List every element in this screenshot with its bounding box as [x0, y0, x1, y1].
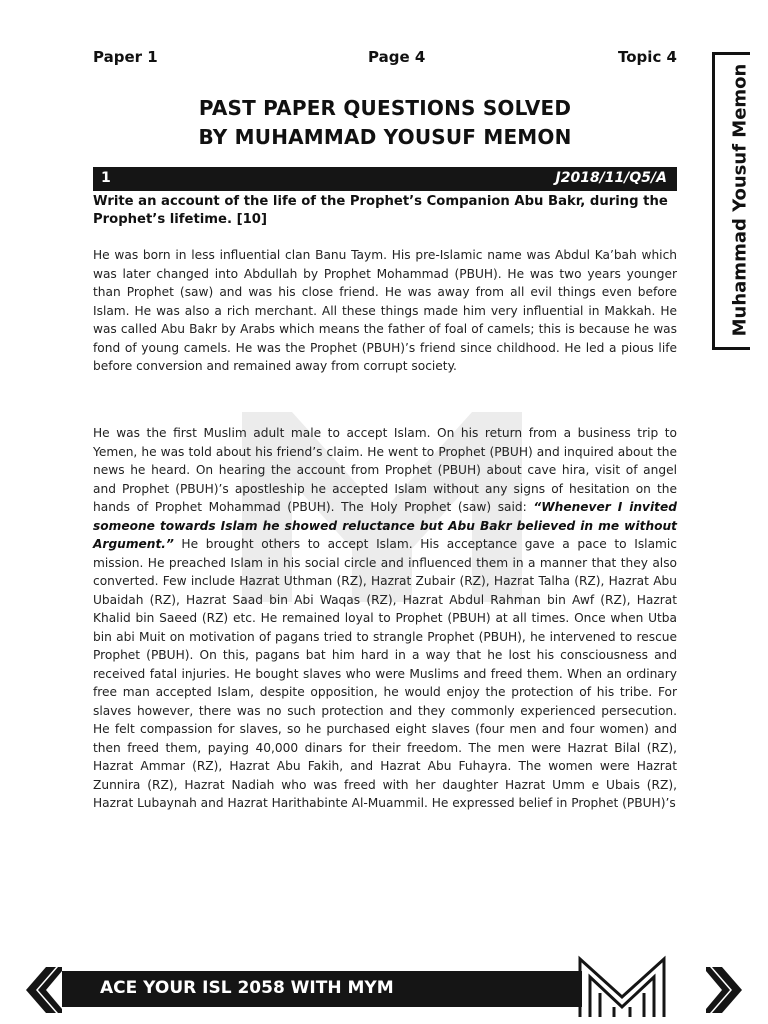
side-brand-text: Muhammad Yousuf Memon [729, 63, 751, 337]
title-line-1: PAST PAPER QUESTIONS SOLVED [198, 96, 572, 120]
paragraph-2-intro: He was the first Muslim adult male to accept Islam. On his return from a business trip to Yemen, he was told about his friend’s claim. He went to Prophet (PBUH) and inquired about the news he heard. On hearing the account from Prophet (PBUH) about cave hira, visit of angel and Prophet (PBUH)’s apostleship he accepted Islam without any signs of hesitation on the hands of Prophet Mohammad (PBUH). The Holy Prophet (saw) said: [93, 426, 677, 514]
question-header-bar [93, 167, 677, 191]
question-text: Write an account of the life of the Prophet’s Companion Abu Bakr, during the Prophet’s lifetime. [10] [93, 194, 668, 227]
title-line-2: BY MUHAMMAD YOUSUF MEMON [198, 125, 572, 149]
paragraph-2-body: He brought others to accept Islam. His acceptance gave a pace to Islamic mission. He preached Islam in his social circle and influenced them in a manner that they also converted. Few include Hazrat Uthman (RZ), Hazrat Zubair (RZ), Hazrat Talha (RZ), Hazrat Abu Ubaidah (RZ), Hazrat Saad bin Abi Waqas (RZ), Hazrat Abdul Rahman bin Awf (RZ), Hazrat Khalid bin Saeed (RZ) etc. He remained loyal to Prophet (PBUH) at all times. Once when Utba bin abi Muit on motivation of pagans tried to strangle Prophet (PBUH), he intervened to rescue Prophet (PBUH). On this, pagans bat him hard in a way that he lost his consciousness and received fatal injuries. He bought slaves who were Muslims and freed them. When an ordinary free man accepted Islam, despite opposition, he would enjoy the protection of his tribe. For slaves however, there was no such protection and they commonly experienced persecution. He felt compassion for slaves, so he purchased eight slaves (four men and four women) and then freed them, paying 40,000 dinars for their freedom. The men were Hazrat Bilal (RZ), Hazrat Ammar (RZ), Hazrat Abu Fakih, and Hazrat Abu Fuhayra. The women were Hazrat Zunnira (RZ), Hazrat Nadiah who was freed with her daughter Hazrat Umm e Ubais (RZ), Hazrat Lubaynah and Hazrat Harithabinte Al-Muammil. He expressed belief in Prophet (PBUH)’s [93, 537, 677, 810]
footer [22, 961, 746, 1019]
topic-label: Topic 4 [618, 48, 677, 66]
page-header [93, 48, 677, 70]
chevron-right-icon [706, 965, 746, 1015]
mym-logo-icon [574, 953, 670, 1019]
page-number: Page 4 [368, 48, 426, 66]
answer-paragraph-1: He was born in less influential clan Banu Taym. His pre-Islamic name was Abdul Ka’bah which was later changed into Abdullah by Prophet Mohammad (PBUH). He was two years younger than Prophet (saw) and was his close friend. He was away from all evil things even before Islam. He was also a rich merchant. All these things made him very influential in Makkah. He was called Abu Bakr by Arabs which means the father of foal of camels; this is because he was fond of young camels. He was the Prophet (PBUH)’s friend since childhood. He led a pious life before conversion and remained away from corrupt society. [93, 248, 677, 373]
paper-label: Paper 1 [93, 48, 158, 66]
question-number: 1 [101, 170, 111, 186]
footer-banner-text: ACE YOUR ISL 2058 WITH MYM [100, 978, 394, 998]
page-title [93, 94, 677, 152]
answer-paragraph-2 [93, 424, 677, 813]
chevron-left-icon [22, 965, 62, 1015]
question-reference: J2018/11/Q5/A [555, 170, 667, 186]
prophet-quote: “Whenever I invited someone towards Islam he showed reluctance but Abu Bakr believed in me without Argument.” [93, 500, 677, 551]
